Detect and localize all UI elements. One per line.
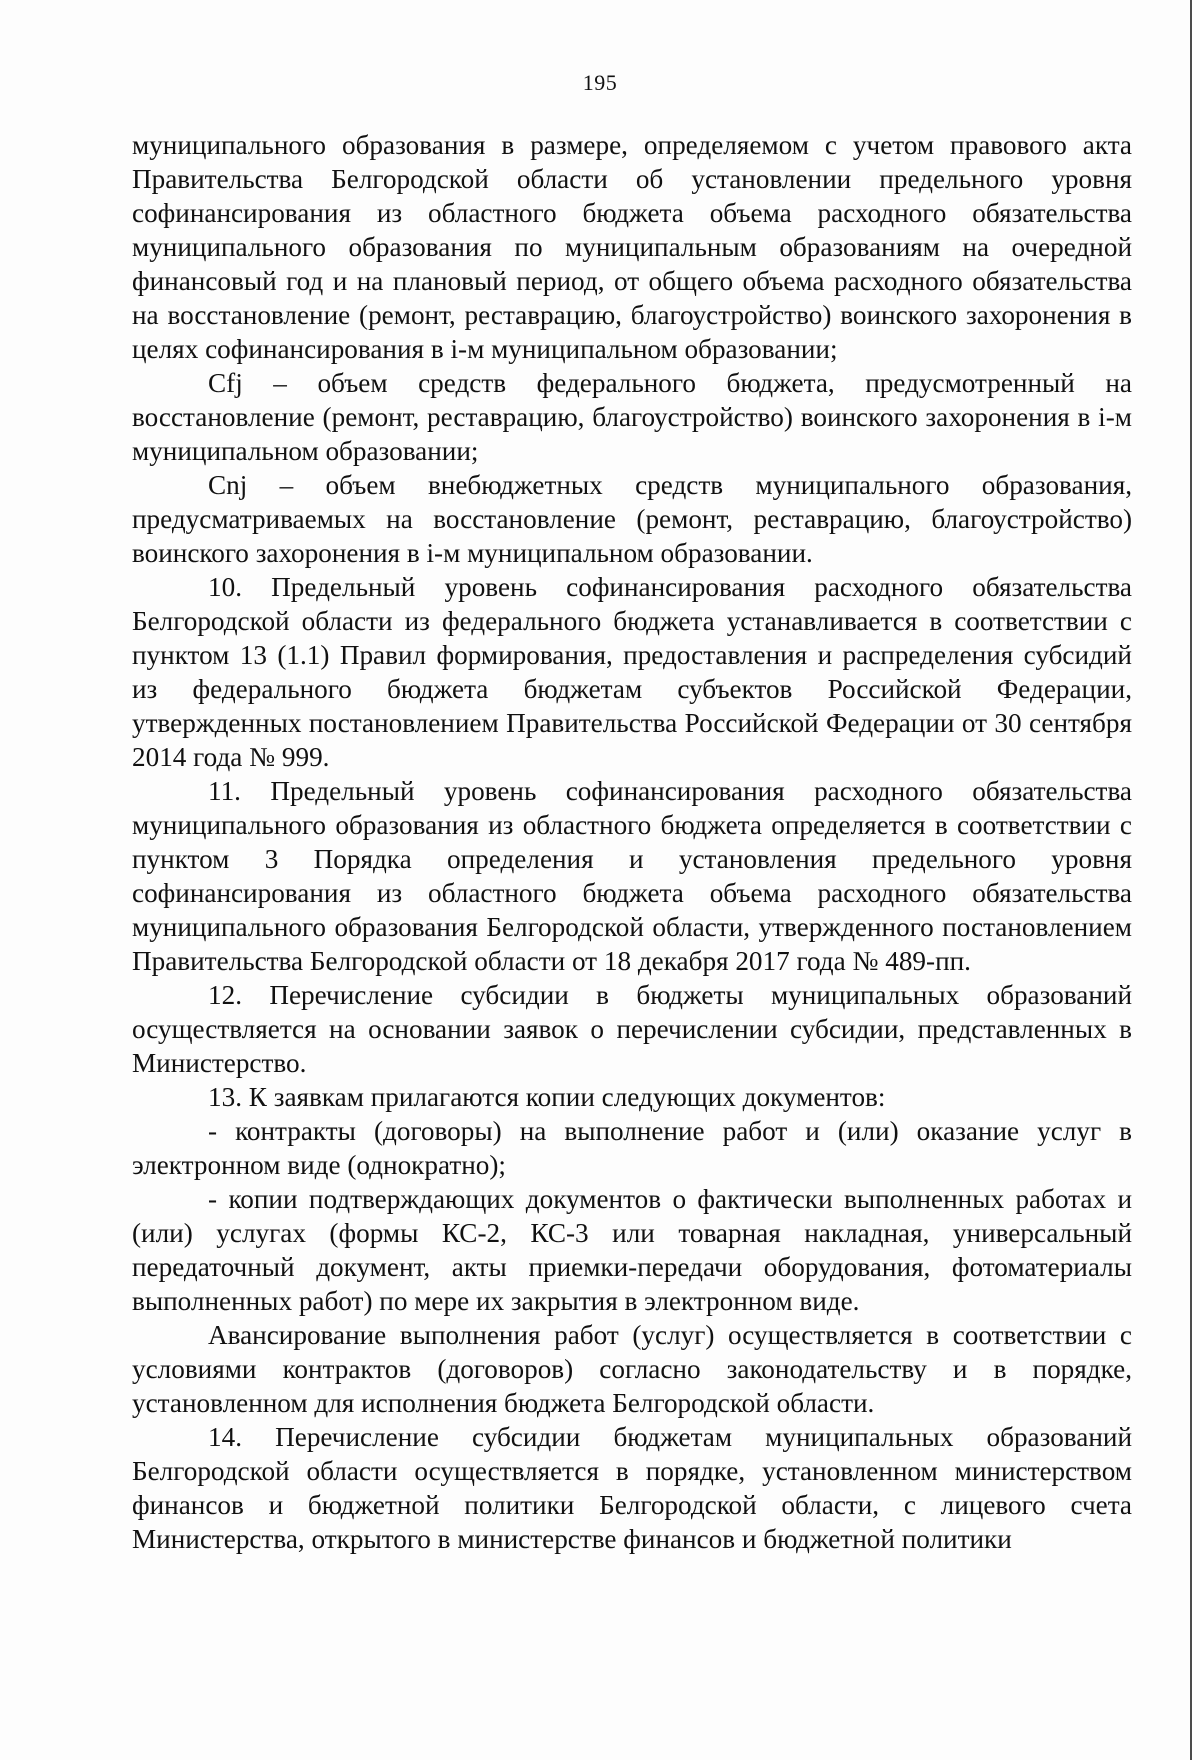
paragraph-item-11: 11. Предельный уровень софинансирования расходного обязательства муниципального образования из областного бюджета определяется в соответствии с пунктом 3 Порядка определения и установления предельного уровня софинансирования из областного бюджета объема расходного обязательства муниципального образования Белгородской области, утвержденного постановлением Правительства Белгородской области от 18 декабря 2017 года № 489-пп. — [132, 776, 1132, 976]
paragraph-cfj-definition: Cfj – объем средств федерального бюджета, предусмотренный на восстановление (ремонт, реставрацию, благоустройство) воинского захоронения в i-м муниципальном образовании; — [132, 368, 1132, 466]
paragraph-item-10: 10. Предельный уровень софинансирования расходного обязательства Белгородской области из федерального бюджета устанавливается в соответствии с пунктом 13 (1.1) Правил формирования, предоставления и распределения субсидий из федерального бюджета бюджетам субъектов Российской Федерации, утвержденных постановлением Правительства Российской Федерации от 30 сентября 2014 года № 999. — [132, 572, 1132, 772]
scan-edge-line — [1190, 0, 1192, 1760]
paragraph-continuation: муниципального образования в размере, определяемом с учетом правового акта Правительства Белгородской области об установлении предельного уровня софинансирования из областного бюджета объема расходного обязательства муниципального образования по муниципальным образованиям на очередной финансовый год и на плановый период, от общего объема расходного обязательства на восстановление (ремонт, реставрацию, благоустройство) воинского захоронения в целях софинансирования в i-м муниципальном образовании; — [132, 130, 1132, 364]
paragraph-item-12: 12. Перечисление субсидии в бюджеты муниципальных образований осуществляется на основании заявок о перечислении субсидии, представленных в Министерство. — [132, 980, 1132, 1078]
list-item-supporting-documents: - копии подтверждающих документов о фактически выполненных работах и (или) услугах (формы КС-2, КС-3 или товарная накладная, универсальный передаточный документ, акты приемки-передачи оборудования, фотоматериалы выполненных работ) по мере их закрытия в электронном виде. — [132, 1184, 1132, 1316]
document-body — [132, 128, 1132, 1556]
paragraph-item-13: 13. К заявкам прилагаются копии следующих документов: — [208, 1082, 886, 1112]
list-item-contracts: - контракты (договоры) на выполнение работ и (или) оказание услуг в электронном виде (однократно); — [132, 1116, 1132, 1180]
paragraph-cnj-definition: Cnj – объем внебюджетных средств муниципального образования, предусматриваемых на восстановление (ремонт, реставрацию, благоустройство) воинского захоронения в i-м муниципальном образовании. — [132, 470, 1132, 568]
paragraph-item-14: 14. Перечисление субсидии бюджетам муниципальных образований Белгородской области осуществляется в порядке, установленном министерством финансов и бюджетной политики Белгородской области, с лицевого счета Министерства, открытого в министерстве финансов и бюджетной политики — [132, 1422, 1132, 1554]
paragraph-advance-payment: Авансирование выполнения работ (услуг) осуществляется в соответствии с условиями контрактов (договоров) согласно законодательству и в порядке, установленном для исполнения бюджета Белгородской области. — [132, 1320, 1132, 1418]
page-number: 195 — [582, 70, 618, 95]
